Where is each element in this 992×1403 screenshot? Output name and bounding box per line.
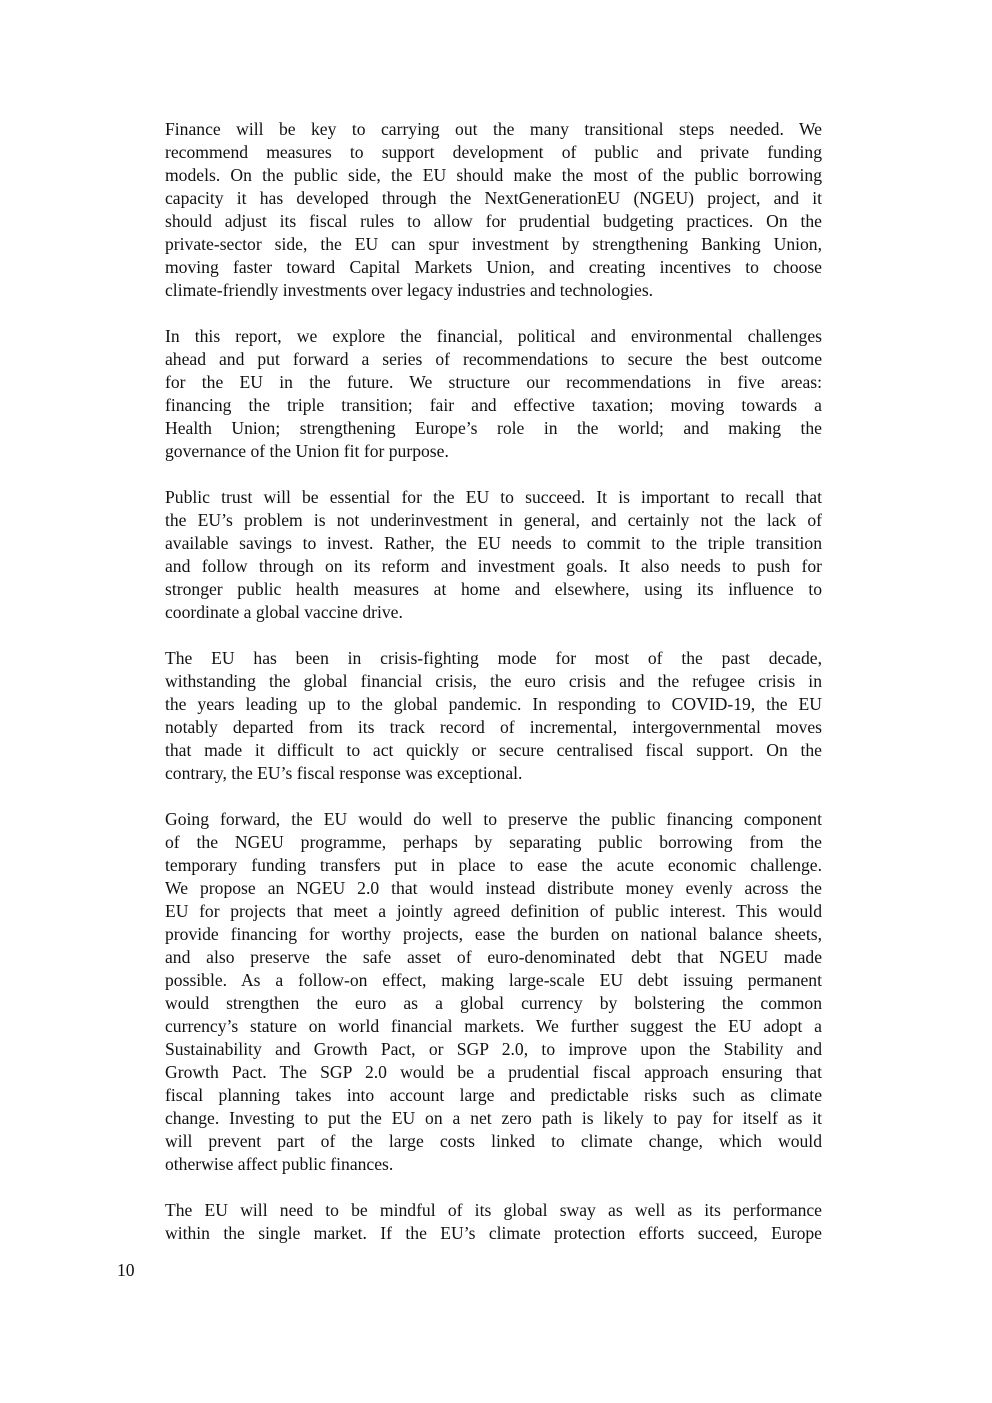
text-line: fiscal planning takes into account large and predictable risks such as climate — [165, 1085, 822, 1105]
text-line: temporary funding transfers put in place to ease the acute economic challenge. — [165, 855, 822, 875]
text-line: models. On the public side, the EU should make the most of the public borrowing — [165, 165, 822, 185]
text-line: possible. As a follow-on effect, making large-scale EU debt issuing permanent — [165, 970, 822, 990]
text-line: The EU will need to be mindful of its global sway as well as its performance — [165, 1200, 822, 1220]
paragraph — [165, 118, 822, 302]
text-line: notably departed from its track record of incremental, intergovernmental moves — [165, 717, 822, 737]
text-line: Sustainability and Growth Pact, or SGP 2.0, to improve upon the Stability and — [165, 1039, 822, 1059]
text-line: that made it difficult to act quickly or secure centralised fiscal support. On the — [165, 740, 822, 760]
text-line: available savings to invest. Rather, the EU needs to commit to the triple transition — [165, 533, 822, 553]
text-line: within the single market. If the EU’s climate protection efforts succeed, Europe — [165, 1223, 822, 1243]
text-line: contrary, the EU’s fiscal response was exceptional. — [165, 763, 523, 783]
text-line: The EU has been in crisis-fighting mode for most of the past decade, — [165, 648, 822, 668]
text-line: will prevent part of the large costs linked to climate change, which would — [165, 1131, 822, 1151]
text-line: for the EU in the future. We structure our recommendations in five areas: — [165, 372, 822, 392]
text-line: capacity it has developed through the NextGenerationEU (NGEU) project, and it — [165, 188, 822, 208]
paragraph — [165, 486, 822, 624]
body-text — [165, 118, 822, 1268]
text-line: otherwise affect public finances. — [165, 1154, 394, 1174]
text-line: provide financing for worthy projects, ease the burden on national balance sheets, — [165, 924, 822, 944]
text-line: financing the triple transition; fair and effective taxation; moving towards a — [165, 395, 822, 415]
text-line: of the NGEU programme, perhaps by separating public borrowing from the — [165, 832, 822, 852]
text-line: We propose an NGEU 2.0 that would instead distribute money evenly across the — [165, 878, 822, 898]
text-line: In this report, we explore the financial, political and environmental challenges — [165, 326, 822, 346]
text-line: recommend measures to support development of public and private funding — [165, 142, 822, 162]
paragraph — [165, 1199, 822, 1245]
text-line: ahead and put forward a series of recommendations to secure the best outcome — [165, 349, 822, 369]
text-line: stronger public health measures at home and elsewhere, using its influence to — [165, 579, 822, 599]
text-line: Growth Pact. The SGP 2.0 would be a prudential fiscal approach ensuring that — [165, 1062, 822, 1082]
text-line: Going forward, the EU would do well to preserve the public financing component — [165, 809, 822, 829]
text-line: EU for projects that meet a jointly agreed definition of public interest. This would — [165, 901, 822, 921]
paragraph — [165, 647, 822, 785]
text-line: Finance will be key to carrying out the many transitional steps needed. We — [165, 119, 822, 139]
page-number: 10 — [117, 1260, 135, 1280]
text-line: and follow through on its reform and investment goals. It also needs to push for — [165, 556, 822, 576]
text-line: climate-friendly investments over legacy industries and technologies. — [165, 280, 654, 300]
text-line: coordinate a global vaccine drive. — [165, 602, 403, 622]
text-line: moving faster toward Capital Markets Union, and creating incentives to choose — [165, 257, 822, 277]
text-line: the years leading up to the global pandemic. In responding to COVID-19, the EU — [165, 694, 822, 714]
paragraph — [165, 808, 822, 1176]
text-line: withstanding the global financial crisis, the euro crisis and the refugee crisis in — [165, 671, 822, 691]
text-line: change. Investing to put the EU on a net zero path is likely to pay for itself as it — [165, 1108, 822, 1128]
text-line: and also preserve the safe asset of euro-denominated debt that NGEU made — [165, 947, 822, 967]
text-line: governance of the Union fit for purpose. — [165, 441, 449, 461]
text-line: private-sector side, the EU can spur investment by strengthening Banking Union, — [165, 234, 822, 254]
text-line: currency’s stature on world financial markets. We further suggest the EU adopt a — [165, 1016, 822, 1036]
text-line: should adjust its fiscal rules to allow for prudential budgeting practices. On the — [165, 211, 822, 231]
text-line: would strengthen the euro as a global currency by bolstering the common — [165, 993, 822, 1013]
text-line: Public trust will be essential for the EU to succeed. It is important to recall that — [165, 487, 822, 507]
paragraph — [165, 325, 822, 463]
text-line: the EU’s problem is not underinvestment in general, and certainly not the lack of — [165, 510, 822, 530]
text-line: Health Union; strengthening Europe’s role in the world; and making the — [165, 418, 822, 438]
